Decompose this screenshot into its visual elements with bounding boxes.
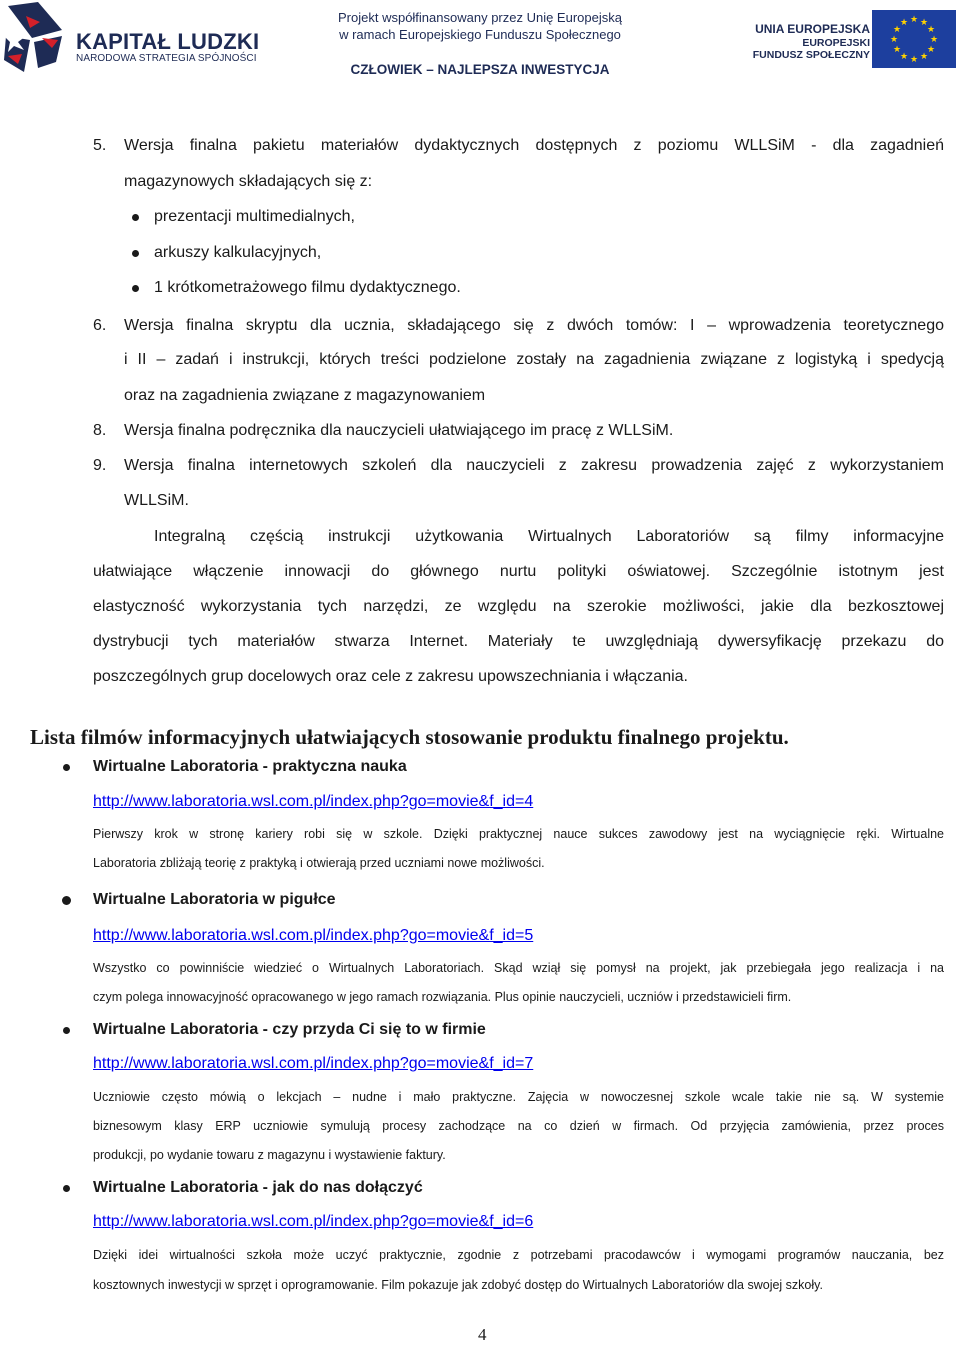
film-description-line: Dzięki idei wirtualności szkoła może uczyć praktycznie, zgodnie z potrzebami pracodawców i wymogami programów nauczania, bez bbox=[93, 1248, 944, 1262]
item-number: 5. bbox=[93, 137, 107, 154]
bullet-icon bbox=[63, 1027, 70, 1034]
kapital-ludzki-star-icon bbox=[4, 2, 62, 72]
eu-logo-line-1: UNIA EUROPEJSKA bbox=[755, 22, 870, 36]
item-number: 8. bbox=[93, 422, 107, 439]
film-description-line: biznesowym klasy ERP uczniowie symulują procesy zachodzące na co dzień w firmach. Od przyjęcia zamówienia, przez proces bbox=[93, 1119, 944, 1133]
film-description-line: czym polega innowacyjność opracowanego w jego ramach rozwiązania. Plus opinie nauczycieli, uczniów i przedstawicieli firm. bbox=[93, 990, 792, 1004]
bullet-icon bbox=[63, 764, 70, 771]
item9-line-1: Wersja finalna internetowych szkoleń dla nauczycieli z zakresu prowadzenia zajęć z wykorzystaniem bbox=[124, 457, 944, 474]
cofinancing-line-1: Projekt współfinansowany przez Unię Europejską bbox=[338, 10, 622, 25]
slogan: CZŁOWIEK – NAJLEPSZA INWESTYCJA bbox=[350, 62, 610, 77]
film-description-line: Laboratoria zbliżają teorię z praktyką i otwierają przed uczniami nowe możliwości. bbox=[93, 856, 545, 870]
eu-logo bbox=[752, 10, 956, 70]
film-title: Wirtualne Laboratoria - jak do nas dołączyć bbox=[93, 1179, 423, 1196]
svg-text:★: ★ bbox=[926, 45, 936, 55]
item9-line-2: WLLSiM. bbox=[124, 492, 189, 509]
svg-text:★: ★ bbox=[909, 15, 919, 25]
item5-bullet-3: 1 krótkometrażowego filmu dydaktycznego. bbox=[154, 279, 461, 296]
film-link[interactable]: http://www.laboratoria.wsl.com.pl/index.php?go=movie&f_id=4 bbox=[93, 793, 534, 810]
item6-line-1: Wersja finalna skryptu dla ucznia, składającego się z dwóch tomów: I – wprowadzenia teoretycznego bbox=[124, 317, 944, 334]
eu-logo-line-2: EUROPEJSKI bbox=[802, 37, 870, 49]
bullet-icon bbox=[132, 285, 139, 292]
paragraph-line-1: Integralną częścią instrukcji użytkowania Wirtualnych Laboratoriów są filmy informacyjne bbox=[154, 528, 944, 545]
film-description-line: Wszystko co powinniście wiedzieć o Wirtualnych Laboratoriach. Skąd wziął się pomysł na projekt, jak przebiegała jego realizacja i na bbox=[93, 961, 944, 975]
eu-logo-line-3: FUNDUSZ SPOŁECZNY bbox=[752, 49, 870, 61]
item5-bullet-2: arkuszy kalkulacyjnych, bbox=[154, 244, 322, 261]
film-title: Wirtualne Laboratoria w pigułce bbox=[93, 891, 336, 908]
svg-text:★: ★ bbox=[899, 18, 909, 28]
film-description-line: produkcji, po wydanie towaru z magazynu i wystawienie faktury. bbox=[93, 1148, 446, 1162]
cofinancing-line-2: w ramach Europejskiego Funduszu Społecznego bbox=[339, 27, 621, 42]
kapital-ludzki-logo bbox=[4, 2, 260, 72]
svg-text:★: ★ bbox=[892, 45, 902, 55]
svg-text:★: ★ bbox=[889, 35, 899, 45]
film-description-line: kosztownych inwestycji w sprzęt i oprogramowanie. Film pokazuje jak zdobyć dostęp do Wirtualnych Laboratoriów dla swojej szkoły. bbox=[93, 1278, 823, 1292]
svg-text:★: ★ bbox=[926, 25, 936, 35]
films-heading: Lista filmów informacyjnych ułatwiających stosowanie produktu finalnego projektu. bbox=[30, 725, 789, 749]
svg-text:★: ★ bbox=[899, 52, 909, 62]
bullet-icon bbox=[132, 250, 139, 257]
item5-bullet-1: prezentacji multimedialnych, bbox=[154, 208, 355, 225]
film-title: Wirtualne Laboratoria - praktyczna nauka bbox=[93, 758, 407, 775]
paragraph-line-2: ułatwiające włączenie innowacji do głównego nurtu polityki oświatowej. Szczególnie istotnym jest bbox=[93, 563, 944, 580]
paragraph-line-5: poszczególnych grup docelowych oraz cele z zakresu upowszechniania i włączania. bbox=[93, 668, 688, 685]
film-title: Wirtualne Laboratoria - czy przyda Ci się to w firmie bbox=[93, 1021, 486, 1038]
item5-line-2: magazynowych składających się z: bbox=[124, 173, 373, 190]
item-number: 6. bbox=[93, 317, 107, 334]
film-description-line: Uczniowie często mówią o lekcjach – nudne i mało praktyczne. Zajęcia w nowoczesnej szkole wcale takie nie są. W systemie bbox=[93, 1090, 944, 1104]
film-link[interactable]: http://www.laboratoria.wsl.com.pl/index.php?go=movie&f_id=7 bbox=[93, 1055, 534, 1072]
film-link[interactable]: http://www.laboratoria.wsl.com.pl/index.php?go=movie&f_id=6 bbox=[93, 1213, 534, 1230]
bullet-icon bbox=[63, 1185, 70, 1192]
item8-text: Wersja finalna podręcznika dla nauczycieli ułatwiającego im pracę z WLLSiM. bbox=[124, 422, 674, 439]
paragraph-line-4: dystrybucji tych materiałów stwarza Internet. Materiały te uwzględniają dywersyfikację przekazu do bbox=[93, 633, 944, 650]
page-number: 4 bbox=[478, 1325, 487, 1344]
svg-text:★: ★ bbox=[909, 55, 919, 65]
paragraph-line-3: elastyczność wykorzystania tych narzędzi, ze względu na szerokie możliwości, jakie dla bezkosztowej bbox=[93, 598, 944, 615]
page-header bbox=[0, 0, 960, 90]
item6-line-2: i II – zadań i instrukcji, których treści podzielone zostały na zagadnienia związane z logistyką i spedycją bbox=[124, 351, 944, 368]
svg-text:★: ★ bbox=[919, 18, 929, 28]
eu-flag-icon bbox=[872, 10, 956, 68]
svg-text:★: ★ bbox=[929, 35, 939, 45]
item-number: 9. bbox=[93, 457, 107, 474]
item5-line-1: Wersja finalna pakietu materiałów dydaktycznych dostępnych z poziomu WLLSiM - dla zagadnień bbox=[124, 137, 944, 154]
bullet-icon bbox=[62, 896, 71, 905]
kapital-ludzki-title: KAPITAŁ LUDZKI bbox=[76, 29, 260, 54]
bullet-icon bbox=[132, 214, 139, 221]
kapital-ludzki-subtitle: NARODOWA STRATEGIA SPÓJNOŚCI bbox=[76, 53, 257, 64]
item6-line-3: oraz na zagadnienia związane z magazynowaniem bbox=[124, 387, 486, 404]
film-description-line: Pierwszy krok w stronę kariery robi się w szkole. Dzięki praktycznej nauce sukces zawodowy jest na wyciągnięcie ręki. Wirtualne bbox=[93, 827, 944, 841]
film-link[interactable]: http://www.laboratoria.wsl.com.pl/index.php?go=movie&f_id=5 bbox=[93, 927, 534, 944]
svg-text:★: ★ bbox=[919, 52, 929, 62]
svg-text:★: ★ bbox=[892, 25, 902, 35]
